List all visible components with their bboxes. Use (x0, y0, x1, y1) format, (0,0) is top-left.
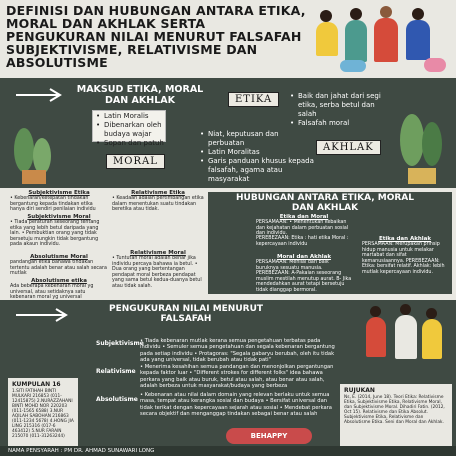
behappy-badge: BEHAPPY (226, 428, 312, 444)
rujukan-text: Ns, E. (2014, June 18). Teori Etika: Relativisme Etika, Subjektivisme Etika, Relativisme Moral, dan Subjektivisme Moral. Dihadiri Fatin. (2012, Oct 15). Relativisme dan Etika Absolut. Subjektivisme Etika, Relativisme dan Absolutisme Etika. Seni dan Moral dan Akhlak. (344, 395, 445, 425)
absolutisme-text: • Kebenaran atau nilai dalam domain yang relevan berlaku untuk semua masa, tempat atau kerangka sosial dan budaya • Bersifat universal dan tidak terikat dengan kepercayaan sejarah atau sosial • Mendebat perkara secara objektif dan menganggap tindakan sebagai benar atau salah (140, 392, 332, 417)
etika-moral-block: Etika dan Moral PERSAMAAN: • Menentukan kebaikan dan kejahatan dalam perbuatan sosial dan individu. (256, 214, 349, 237)
abs-etika-block: Absolutisme etika Ada beberapa kebenaran moral yg universal, atau setidaknya satu kebenaran moral yg universal (10, 278, 94, 301)
subjektivisme-text: • Tiada kebenaran mutlak kerana semua pengetahuan terbatas pada individu • Semuler semua pengetahuan dan segala kebenaran bergantung pada setiap individu • Protagoras: "Segala gabaryu berubah, oleh itu tidak ada yang universal, tidak berubah atau tidak pati" (140, 338, 335, 363)
etika-word: ETIKA (228, 92, 279, 107)
relativisme-text: • Menerima kesahihan semua pandangan dan menonjolkan pergantungan kepada faktor luar • "Different strokes for different folks" idea bahawa perkara yang baik atau buruk, betul atau salah, atau benar atau salah, adalah berbeza untuk masyarakat/budaya yang berbeza (140, 364, 334, 389)
akhlak-word: AKHLAK (316, 140, 381, 155)
subjektivisme-label: Subjektivisme (96, 340, 144, 347)
rel-moral-block: Relativisme Moral • Tuntutan moral adalah benar jika individu percaya bahawa ia betul. • Dua orang yang bertentangan pendapat moral berbeza pendapat yang sama betul kedua-duanya betul atau tidak salah. (112, 250, 202, 289)
page-title: DEFINISI DAN HUBUNGAN ANTARA ETIKA, MORAL DAN AKHLAK SERTA PENGUKURAN NILAI MENURUT FALSAFAH SUBJEKTIVISME, RELATIVISME DAN ABSOLUTISME (6, 3, 306, 70)
section3-title: PENGUKURAN NILAI MENURUT FALSAFAH (108, 304, 264, 324)
abs-moral-block: Absolutisme Moral pandangan etika bahawa tindakan tertentu adalah benar atau salah secara mutlak (10, 254, 107, 277)
moral-akhlak-block: Moral dan Akhlak PERSAMAAN: Menilai dari baik buruknya sesuatu manusia. PEREBEZAAN: A-Pakaian seseorang muslim mestilah menutup aurat. B- Jika mendedahkan aurat tetapi bersetuju tidak dianggap bermoral. (256, 254, 352, 293)
list-item: • Dibenarkan oleh budaya wajar (96, 121, 168, 139)
rel-etika-block: Relativisme Etika • Keadaan adalah pertimbangan etika dalam menentukan suatu tindakan beretika atau tidak. (112, 190, 204, 213)
kumpulan-members: 1.SITI FATIHAH BINTI MULKARI 216853 (011-12415875) 2.NURAZZAHANI BINTI MOHD NOR 220203 (011-1565 6588) 3.NUR AQILAH SABOHAN 216863 (011-1234 5678) 4.HONG JIA LING 215316 (017-6 463412) 5.NUR FARAIN 215070 (011-31263244) (12, 389, 74, 439)
plant-icon (4, 120, 64, 186)
rujukan-title: RUJUKAN (344, 387, 375, 394)
list-item: • Baik dan jahat dari segi etika, serba betul dan salah (290, 92, 386, 119)
list-item: • Niat, keputusan dan perbuatan (200, 130, 314, 148)
subj-moral-block: Subjektivisme Moral • Tiada peraturan seseorang tentang etika yang lebih betul daripada yang lain. • Pembuktian orang yang tidak bersetuju mungkin tidak bergantung pada akaun individu. (10, 214, 100, 248)
list-item: • Falsafah moral (290, 119, 386, 128)
rujukan-card (340, 384, 452, 446)
moral-word: MORAL (106, 154, 165, 169)
arrow-icon (14, 86, 64, 104)
people-illustration (360, 300, 450, 380)
relativisme-label: Relativisme (96, 368, 136, 375)
perbezaan-block: PEREBEZAAN: Etika : hati etika Moral : kepercayaan individu (256, 236, 349, 247)
list-item: • Latin Moralis (96, 112, 168, 121)
hubungan-title: HUBUNGAN ANTARA ETIKA, MORAL DAN AKHLAK (235, 193, 415, 213)
moral-list (96, 112, 168, 148)
footer: NAMA PENSYARAH : PM DR. AHMAD SUNAWARI LONG (0, 446, 456, 456)
list-item: • Sopan dan patuh (96, 139, 168, 148)
section1-title: MAKSUD ETIKA, MORAL DAN AKHLAK (76, 84, 204, 106)
arrow-icon (14, 306, 74, 324)
people-illustration (312, 2, 452, 78)
etika-akhlak-block: Etika dan Akhlak PERSAMAAN: Merupakan prinsip hidup manusia untuk melakar martabat dan sifat kemanusiaannya. PEREBEZAAN: Etika: bersifat relatif. Akhlak: lebih mutlak kepercayaan individu. (362, 236, 445, 275)
list-item: • Latin Moralitas (200, 148, 314, 157)
list-item: • Garis panduan khusus kepada falsafah, agama atau masyarakat (200, 157, 314, 184)
akhlak-list (200, 130, 314, 184)
subj-etika-block: Subjektivisme Etika • Kebenaran/ketepatan tindakan bergantung kepada tindakan etika hanya diri sendiri penilaian individu (10, 190, 96, 213)
etika-list (290, 92, 386, 128)
absolutisme-label: Absolutisme (96, 396, 138, 403)
kumpulan-title: KUMPULAN 16 (12, 381, 61, 388)
kumpulan-card (8, 378, 78, 446)
plant-icon (392, 110, 452, 186)
